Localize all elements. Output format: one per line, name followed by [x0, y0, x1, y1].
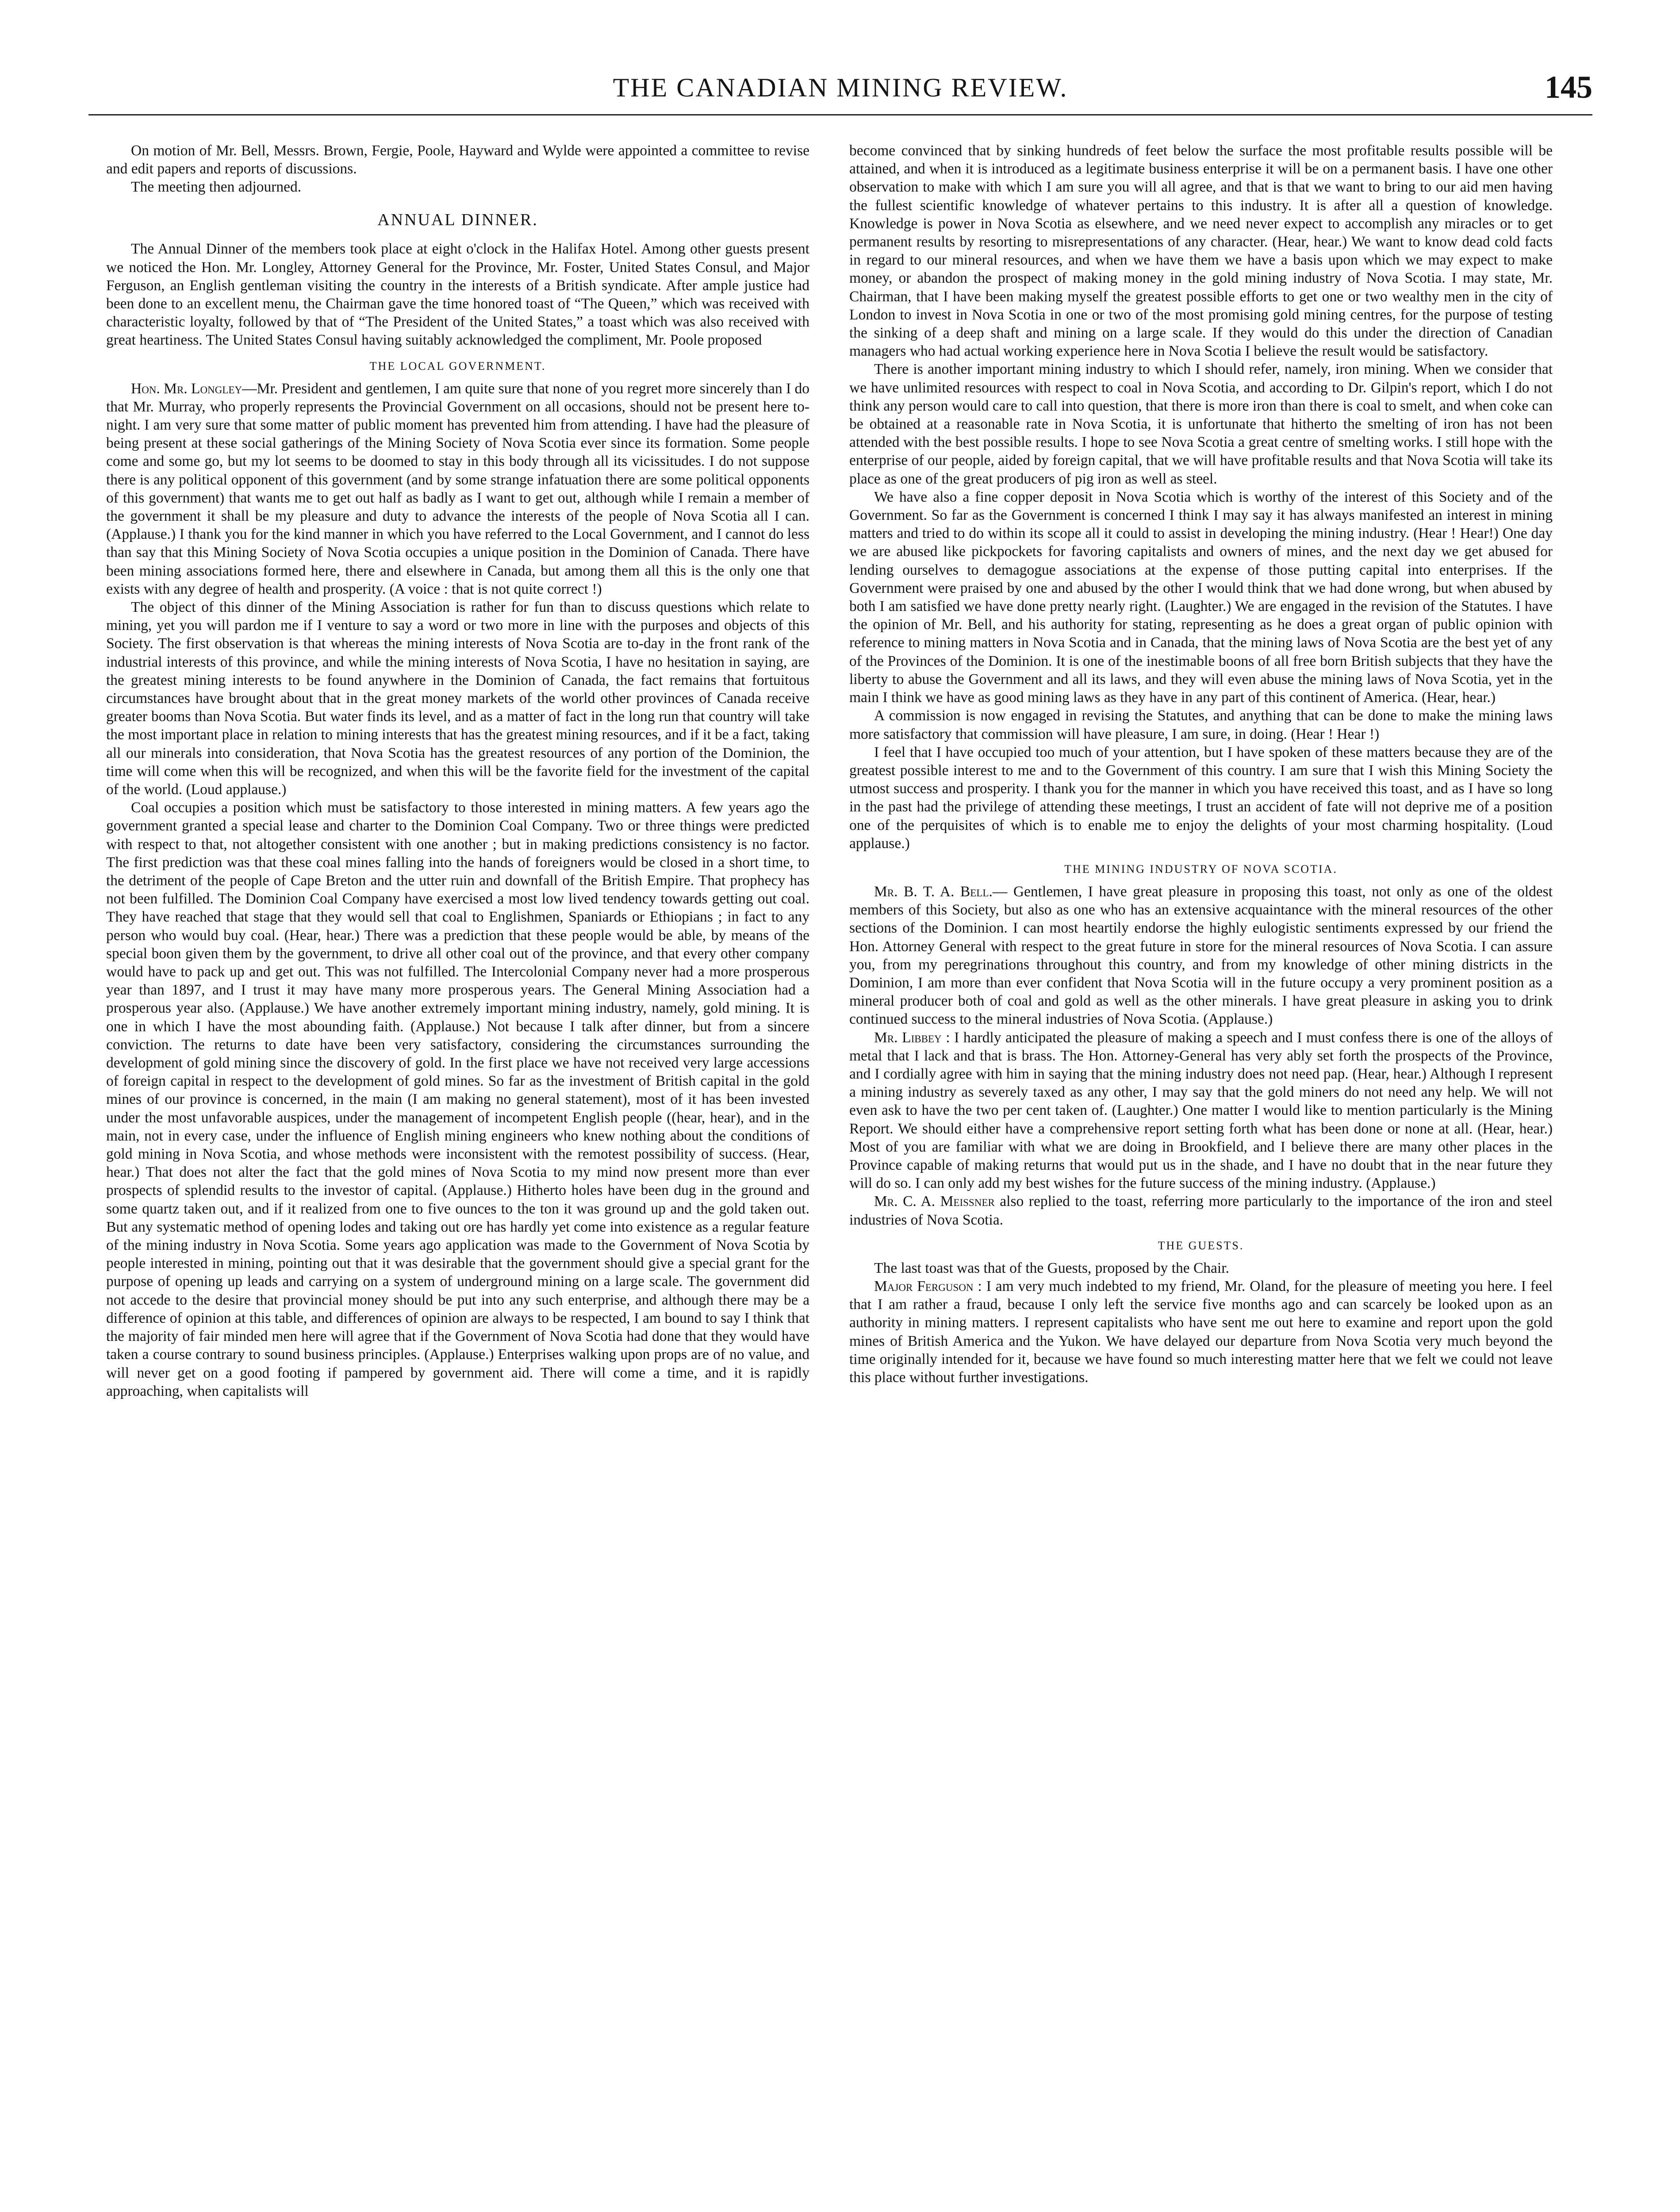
paragraph: We have also a fine copper deposit in Nova Scotia which is worthy of the interest of this Society and of the Government. So far as the Government is concerned I think I may say it has always manifested an interest in mining matters and tried to do within its scope all it could to assist in developing the mining industry. (Hear ! Hear!) One day we are abused like pickpockets for favoring capitalists and owners of mines, and the next day we get abused for lending ourselves to demagogue associations at the expense of those putting capital into enterprises. If the Government were praised by one and abused by the other I would think that we had done wrong, but when abused by both I am satisfied we have done pretty nearly right. (Laughter.) We are engaged in the revision of the Statutes. I have the opinion of Mr. Bell, and his authority for stating, representing as he does a great organ of public opinion with reference to mining matters in Nova Scotia and in Canada, that the mining laws of Nova Scotia are the best yet of any of the Provinces of the Dominion. It is one of the inestimable boons of all free born British subjects that they have the liberty to abuse the Government and all its laws, and they will even abuse the mining laws of Nova Scotia, yet in the main I think we have as good mining laws as they have in any part of this continent of America. (Hear, hear.): [849, 488, 1553, 706]
paragraph: Coal occupies a position which must be satisfactory to those interested in mining matters. A few years ago the government granted a special lease and charter to the Dominion Coal Company. Two or three things were predicted with respect to that, not altogether consistent with one another ; but in making predictions consistency is no factor. The first prediction was that these coal mines falling into the hands of foreigners would be closed in a short time, to the detriment of the people of Cape Breton and the utter ruin and downfall of the British Empire. That prophecy has not been fulfilled. The Dominion Coal Company have exercised a most low lived tendency towards getting out coal. They have reached that stage that they would sell that coal to Englishmen, Spaniards or Ethiopians ; in fact to any person who would buy coal. (Hear, hear.) There was a prediction that these people would be able, by means of the special boon given them by the government, to drive all other coal out of the province, and that every other company would have to pack up and get out. This was not fulfilled. The Intercolonial Company never had a more prosperous year than 1897, and I trust it may have many more prosperous years. The General Mining Association had a prosperous year also. (Applause.) We have another extremely important mining industry, namely, gold mining. It is one in which I have the most abounding faith. (Applause.) Not because I talk after dinner, but from a sincere conviction. The returns to date have been very satisfactory, considering the circumstances surrounding the development of gold mining since the discovery of gold. In the first place we have not received very large accessions of foreign capital in respect to the development of gold mines. So far as the investment of British capital in the gold mines of our province is concerned, in the main (I am making no general statement), most of it has been invested under the most unfavorable auspices, under the management of incompetent English people ((hear, hear), and in the main, not in every case, under the influence of English mining engineers who knew nothing about the conditions of gold mining in Nova Scotia, and whose methods were inconsistent with the remotest possibility of success. (Hear, hear.) That does not alter the fact that the gold mines of Nova Scotia to my mind now present more than ever prospects of splendid results to the investor of capital. (Applause.) Hitherto holes have been dug in the ground and some quartz taken out, and if it realized from one to five ounces to the ton it was ground up and the gold taken out. But any systematic method of opening lodes and taking out ore has hardly yet come into existence as a regular feature of the mining industry in Nova Scotia. Some years ago application was made to the Government of Nova Scotia by people interested in mining, pointing out that it was desirable that the government should give a special grant for the purpose of opening up leads and carrying on a system of underground mining on a large scale. The government did not accede to the desire that provincial money should be put into any such enterprise, and although there may be a difference of opinion at this table, and differences of opinion are always to be respected, I am bound to say I think that the majority of fair minded men here will agree that if the Government of Nova Scotia had done that they would have taken a course contrary to sound business principles. (Applause.) Enterprises walking upon props are of no value, and will never get on a good footing if pampered by government aid. There will come a time, and it is rapidly approaching, when capitalists will: [106, 799, 809, 1399]
section-heading-guests: THE GUESTS.: [1158, 1239, 1244, 1252]
paragraph: become convinced that by sinking hundreds of feet below the surface the most profitable results possible will be attained, and when it is introduced as a legitimate business enterprise it will be on a permanent basis. I have one other observation to make with which I am sure you will all agree, and that is that we want to bring to our aid men having the fullest scientific knowledge of whatever pertains to this industry. It is after all a question of knowledge. Knowledge is power in Nova Scotia as elsewhere, and we need never expect to accomplish any miracles or to get permanent results by resorting to misrepresentations of any character. (Hear, hear.) We want to know dead cold facts in regard to our mineral resources, and when we have them we have a basis upon which we may expect to make money, or abandon the prospect of making money in the gold mining industry of Nova Scotia. I may state, Mr. Chairman, that I have been making myself the greatest possible efforts to get one or two wealthy men in the city of London to invest in Nova Scotia in one or two of the most promising gold mining centres, for the purpose of testing the sinking of a deep shaft and mining on a large scale. If they would do this under the direction of Canadian managers who had actual working experience here in Nova Scotia I believe the result would be satisfactory.: [849, 142, 1553, 360]
section-heading-local-government: THE LOCAL GOVERNMENT.: [369, 359, 546, 373]
paragraph: [106, 380, 809, 598]
right-column: [849, 142, 1553, 2212]
speaker-name: Hon. Mr. Longley: [131, 380, 242, 397]
speaker-name: Mr. B. T. A. Bell.: [874, 883, 993, 900]
paragraph: [849, 883, 1553, 1029]
page-header: [88, 66, 1592, 119]
section-heading-mining-industry: THE MINING INDUSTRY OF NOVA SCOTIA.: [1064, 862, 1338, 876]
paragraph: On motion of Mr. Bell, Messrs. Brown, Fergie, Poole, Hayward and Wylde were appointed a committee to revise and edit papers and reports of discussions.: [106, 142, 809, 177]
page-number: 145: [1545, 69, 1592, 105]
journal-title: THE CANADIAN MINING REVIEW.: [613, 73, 1068, 102]
paragraph: A commission is now engaged in revising the Statutes, and anything that can be done to make the mining laws more satisfactory that commission will have pleasure, I am sure, in doing. (Hear ! Hear !): [849, 707, 1553, 742]
paragraph: There is another important mining industry to which I should refer, namely, iron mining. When we consider that we have unlimited resources with respect to coal in Nova Scotia, and according to Dr. Gilpin's report, which I do not think any person would care to call into question, that there is more iron than there is coal to smelt, and when coke can be obtained at a reasonable rate in Nova Scotia, it is unfortunate that hitherto the smelting of iron has not been attended with the best possible results. I hope to see Nova Scotia a great centre of smelting works. I still hope with the enterprise of our people, aided by foreign capital, that we will have profitable results and that Nova Scotia will take its place as one of the great producers of pig iron as well as steel.: [849, 361, 1553, 487]
speaker-name: Major Ferguson :: [874, 1278, 982, 1294]
speaker-name: Mr. Libbey :: [874, 1029, 950, 1046]
paragraph: [849, 1277, 1553, 1386]
speech-text: also replied to the toast, referring more particularly to the importance of the iron and steel industries of Nova Scotia.: [849, 1193, 1553, 1228]
paragraph: The last toast was that of the Guests, proposed by the Chair.: [874, 1260, 1229, 1276]
paragraph: The meeting then adjourned.: [131, 179, 302, 196]
paragraph: I feel that I have occupied too much of your attention, but I have spoken of these matters because they are of the greatest possible interest to me and to the Government of this country. I am sure that I wish this Mining Society the utmost success and prosperity. I thank you for the manner in which you have received this toast, and as I have so long in the past had the privilege of attending these meetings, I trust an accident of fate will not deprive me of a position one of the perquisites of which is to enable me to enjoy the delights of your most charming hospitality. (Loud applause.): [849, 744, 1553, 852]
paragraph: [849, 1029, 1553, 1193]
speech-text: I hardly anticipated the pleasure of making a speech and I must confess there is one of the alloys of metal that I lack and that is brass. The Hon. Attorney-General has very ably set forth the prospects of the Province, and I cordially agree with him in saying that the mining industry does not need pap. (Hear, hear.) Although I represent a mining industry as severely taxed as any other, I may say that the gold miners do not need any help. We will not even ask to have the two per cent taken of. (Laughter.) One matter I would like to mention particularly is the Mining Report. We should either have a comprehensive report setting forth what has been done or none at all. (Hear, hear.) Most of you are familiar with what we are doing in Brookfield, and I believe there are many other places in the Province capable of making returns that would put us in the shade, and I have no doubt that in the near future they will do so. I can only add my best wishes for the future success of the mining industry. (Applause.): [849, 1029, 1553, 1192]
header-rule: [88, 114, 1592, 115]
speech-text: — Gentlemen, I have great pleasure in proposing this toast, not only as one of the oldest members of this Society, but also as one who has an extensive acquaintance with the mineral resources of the other sections of the Dominion. I can most heartily endorse the highly eulogistic sentiments expressed by our friend the Hon. Attorney General with respect to the great future in store for the mineral resources of Nova Scotia. I can assure you, from my peregrinations throughout this country, and from my knowledge of other mining districts in the Dominion, I am more than ever confident that Nova Scotia will in the future occupy a very prominent position as a mineral producer both of coal and gold as well as the other minerals. I have great pleasure in asking you to drink continued success to the mineral industries of Nova Scotia. (Applause.): [849, 883, 1553, 1028]
speech-text: I am very much indebted to my friend, Mr. Oland, for the pleasure of meeting you here. I feel that I am rather a fraud, because I only left the service five months ago and can scarcely be looked upon as an authority in mining matters. I represent capitalists who have sent me out here to examine and report upon the gold mines of British America and the Yukon. We have delayed our departure from Nova Scotia very much beyond the time originally intended for it, because we have found so much interesting matter here that we felt we could not leave this place without further investigations.: [849, 1278, 1553, 1386]
section-heading-annual-dinner: ANNUAL DINNER.: [377, 210, 538, 229]
left-column: [106, 142, 809, 2212]
speaker-name: Mr. C. A. Meissner: [874, 1193, 995, 1210]
paragraph: [849, 1192, 1553, 1229]
paragraph: The object of this dinner of the Mining Association is rather for fun than to discuss questions which relate to mining, yet you will pardon me if I venture to say a word or two more in line with the purposes and objects of this Society. The first observation is that whereas the mining interests of Nova Scotia are to-day in the front rank of the industrial interests of this province, and while the mining interests of Nova Scotia, I have no hesitation in saying, are the greatest mining interests to be found anywhere in the Dominion of Canada, the fact remains that fortuitous circumstances have brought about that in the great money markets of the world other provinces of Canada receive greater booms than Nova Scotia. But water finds its level, and as a matter of fact in the long run that country will take the most important place in relation to mining interests that has the greatest mining resources, and if it be a fact, taking all our minerals into consideration, that Nova Scotia has the greatest resources of any portion of the Dominion, the time will come when this will be recognized, and when this will be the favorite field for the investment of the capital of the world. (Loud applause.): [106, 599, 809, 798]
speech-text: —Mr. President and gentlemen, I am quite sure that none of you regret more sincerely than I do that Mr. Murray, who properly represents the Provincial Government on all occasions, should not be present here to-night. I am very sure that some matter of public moment has prevented him from attending. I have had the pleasure of being present at these social gatherings of the Mining Society of Nova Scotia ever since its formation. Some people come and some go, but my lot seems to be doomed to stay in this body through all its vicissitudes. I do not suppose there is any political opponent of this government (and by some strange infatuation there are some political opponents of this government) that wants me to get out half as badly as I want to get out, although while I remain a member of the government it shall be my pleasure and duty to advance the interests of the people of Nova Scotia all I can. (Applause.) I thank you for the kind manner in which you have referred to the Local Government, and I cannot do less than say that this Mining Society of Nova Scotia occupies a unique position in the Dominion of Canada. There have been mining associations formed here, there and elsewhere in Canada, but among them all this is the only one that exists with any degree of health and prosperity. (A voice : that is not quite correct !): [106, 380, 809, 597]
paragraph: The Annual Dinner of the members took place at eight o'clock in the Halifax Hotel. Among other guests present we noticed the Hon. Mr. Longley, Attorney General for the Province, Mr. Foster, United States Consul, and Major Ferguson, an English gentleman visiting the country in the interests of a British syndicate. After ample justice had been done to an excellent menu, the Chairman gave the time honored toast of “The Queen,” which was received with characteristic loyalty, followed by that of “The President of the United States,” a toast which was also received with great heartiness. The United States Consul having suitably acknowledged the compliment, Mr. Poole proposed: [106, 241, 809, 349]
